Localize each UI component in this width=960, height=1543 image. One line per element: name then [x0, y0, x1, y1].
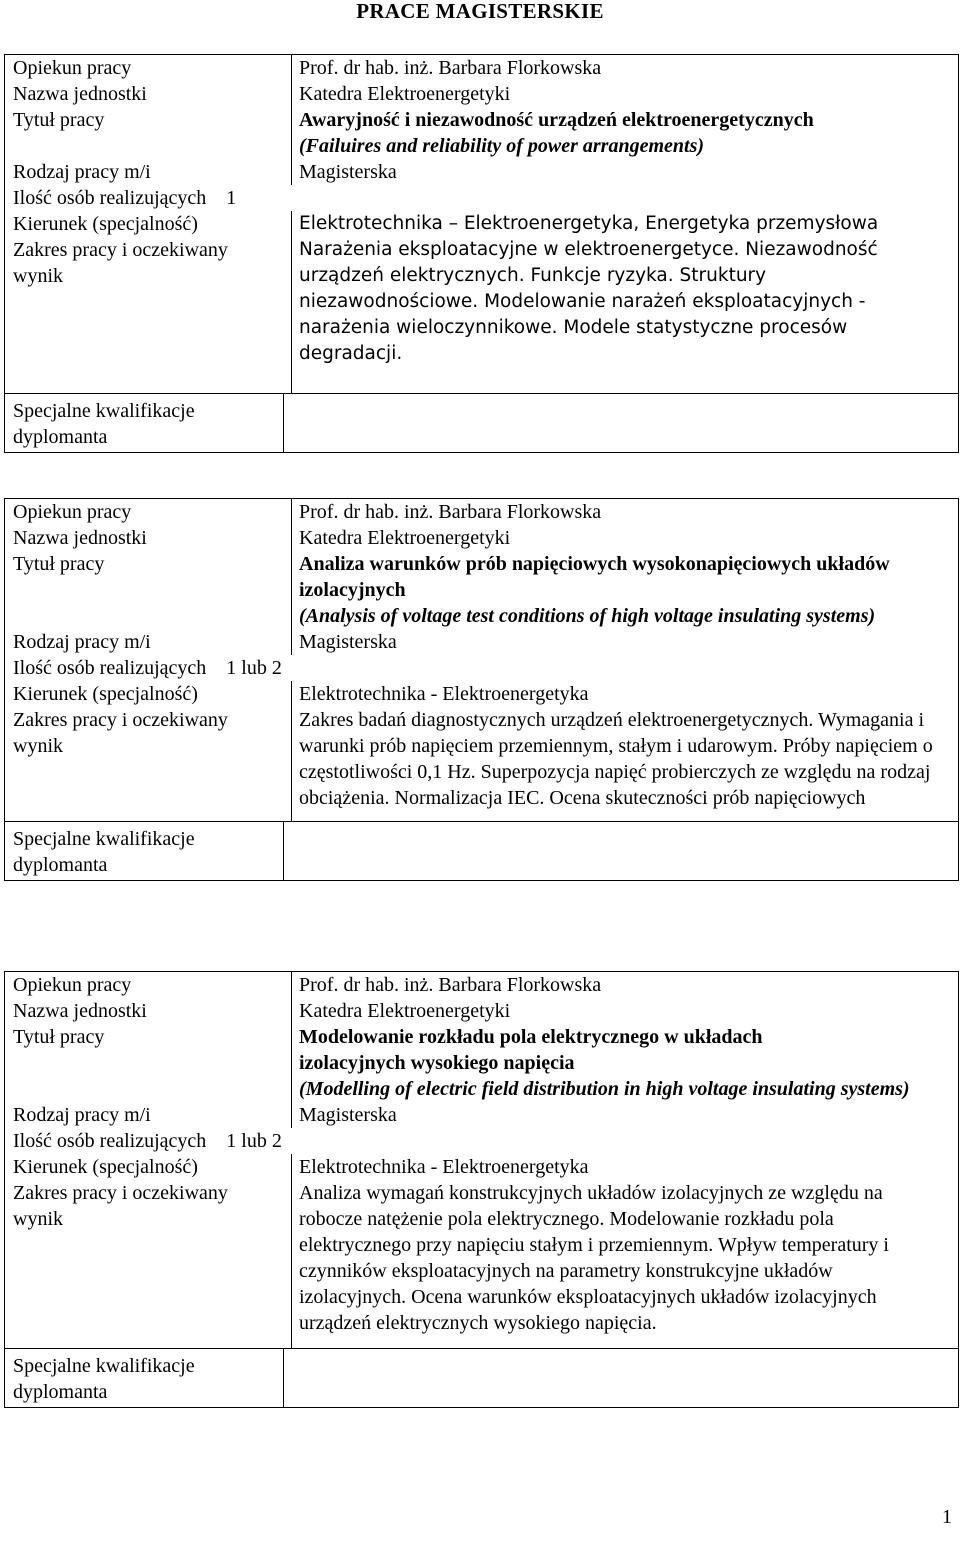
unit-value: Katedra Elektroenergetyki	[299, 1000, 511, 1022]
special-label: Specjalne kwalifikacje dyplomanta	[13, 400, 195, 448]
scope-row	[5, 1180, 958, 1348]
supervisor-row	[5, 55, 958, 81]
special-value	[283, 394, 958, 452]
unit-label: Nazwa jednostki	[13, 527, 147, 549]
title-label: Tytuł pracy	[13, 553, 105, 575]
people-row	[5, 185, 958, 211]
people-label: Ilość osób realizujących	[13, 1130, 207, 1152]
supervisor-row	[5, 972, 958, 998]
type-label: Rodzaj pracy m/i	[13, 631, 151, 653]
thesis-card-1	[4, 54, 959, 453]
unit-label: Nazwa jednostki	[13, 83, 147, 105]
direction-value: Elektrotechnika - Elektroenergetyka	[299, 1156, 589, 1178]
direction-value: Elektrotechnika - Elektroenergetyka	[299, 683, 589, 705]
title-value	[291, 1024, 958, 1102]
title-en: (Modelling of electric field distribution in high voltage insulating systems)	[299, 1078, 910, 1100]
type-label: Rodzaj pracy m/i	[13, 161, 151, 183]
people-value: 1	[226, 187, 237, 209]
special-qualifications-row	[5, 821, 958, 880]
people-label: Ilość osób realizujących	[13, 657, 207, 679]
unit-row	[5, 81, 958, 107]
type-value: Magisterska	[299, 631, 397, 653]
title-row	[5, 551, 958, 629]
direction-label: Kierunek (specjalność)	[13, 683, 198, 705]
direction-label: Kierunek (specjalność)	[13, 213, 198, 235]
title-row	[5, 1024, 958, 1102]
people-row	[5, 655, 958, 681]
supervisor-label: Opiekun pracy	[13, 974, 132, 996]
scope-label: Zakres pracy i oczekiwany wynik	[13, 1182, 228, 1230]
title-pl: Awaryjność i niezawodność urządzeń elektroenergetycznych	[299, 109, 814, 131]
scope-label: Zakres pracy i oczekiwany wynik	[13, 709, 228, 757]
special-label: Specjalne kwalifikacje dyplomanta	[13, 1355, 195, 1403]
direction-row	[5, 1154, 958, 1180]
type-row	[5, 159, 958, 185]
special-label: Specjalne kwalifikacje dyplomanta	[13, 828, 195, 876]
title-pl: Modelowanie rozkładu pola elektrycznego w układach izolacyjnych wysokiego napięcia	[299, 1026, 763, 1074]
supervisor-value: Prof. dr hab. inż. Barbara Florkowska	[299, 974, 602, 996]
title-value	[291, 551, 958, 629]
direction-label: Kierunek (specjalność)	[13, 1156, 198, 1178]
scope-value: Narażenia eksploatacyjne w elektroenergetyce. Niezawodność urządzeń elektrycznych. Funkcje ryzyka. Struktury niezawodnościowe. Modelowanie narażeń eksploatacyjnych - narażenia wieloczynnikowe. Modele statystyczne procesów degradacji.	[299, 239, 878, 364]
direction-value: Elektrotechnika – Elektroenergetyka, Energetyka przemysłowa	[299, 213, 879, 234]
people-value: 1 lub 2	[226, 657, 282, 679]
thesis-card-2	[4, 498, 959, 881]
title-row	[5, 107, 958, 159]
type-value: Magisterska	[299, 1104, 397, 1126]
special-qualifications-row	[5, 393, 958, 452]
unit-value: Katedra Elektroenergetyki	[299, 83, 511, 105]
scope-label: Zakres pracy i oczekiwany wynik	[13, 239, 228, 287]
special-value	[283, 1349, 958, 1407]
supervisor-label: Opiekun pracy	[13, 57, 132, 79]
page-title: PRACE MAGISTERSKIE	[356, 0, 604, 23]
scope-row	[5, 707, 958, 821]
type-value: Magisterska	[299, 161, 397, 183]
title-label: Tytuł pracy	[13, 1026, 105, 1048]
scope-value: Zakres badań diagnostycznych urządzeń elektroenergetycznych. Wymagania i warunki prób napięciem przemiennym, stałym i udarowym. Próby napięciem o częstotliwości 0,1 Hz. Superpozycja napięć probierczych ze względu na rodzaj obciążenia. Normalizacja IEC. Ocena skuteczności prób napięciowych	[299, 709, 933, 809]
unit-value: Katedra Elektroenergetyki	[299, 527, 511, 549]
people-label: Ilość osób realizujących	[13, 187, 207, 209]
title-pl: Analiza warunków prób napięciowych wysokonapięciowych układów izolacyjnych	[299, 553, 890, 601]
type-row	[5, 1102, 958, 1128]
title-label: Tytuł pracy	[13, 109, 105, 131]
special-value	[283, 822, 958, 880]
scope-value: Analiza wymagań konstrukcyjnych układów izolacyjnych ze względu na robocze natężenie pola elektrycznego. Modelowanie rozkładu pola elektrycznego przy napięciu stałym i przemiennym. Wpływ temperatury i czynników eksploatacyjnych na parametry konstrukcyjne układów izolacyjnych. Ocena warunków eksploatacyjnych układów izolacyjnych urządzeń elektrycznych wysokiego napięcia.	[299, 1182, 889, 1334]
people-row	[5, 1128, 958, 1154]
title-en: (Failuires and reliability of power arrangements)	[299, 135, 705, 157]
supervisor-value: Prof. dr hab. inż. Barbara Florkowska	[299, 501, 602, 523]
type-label: Rodzaj pracy m/i	[13, 1104, 151, 1126]
supervisor-row	[5, 499, 958, 525]
unit-label: Nazwa jednostki	[13, 1000, 147, 1022]
direction-row	[5, 681, 958, 707]
scope-row	[5, 237, 958, 393]
unit-row	[5, 525, 958, 551]
supervisor-label: Opiekun pracy	[13, 501, 132, 523]
page-number: 1	[942, 1506, 952, 1528]
title-value	[291, 107, 958, 159]
type-row	[5, 629, 958, 655]
special-qualifications-row	[5, 1348, 958, 1407]
unit-row	[5, 998, 958, 1024]
title-en: (Analysis of voltage test conditions of high voltage insulating systems)	[299, 605, 876, 627]
thesis-card-3	[4, 971, 959, 1408]
supervisor-value: Prof. dr hab. inż. Barbara Florkowska	[299, 57, 602, 79]
people-value: 1 lub 2	[226, 1130, 282, 1152]
direction-row	[5, 211, 958, 237]
